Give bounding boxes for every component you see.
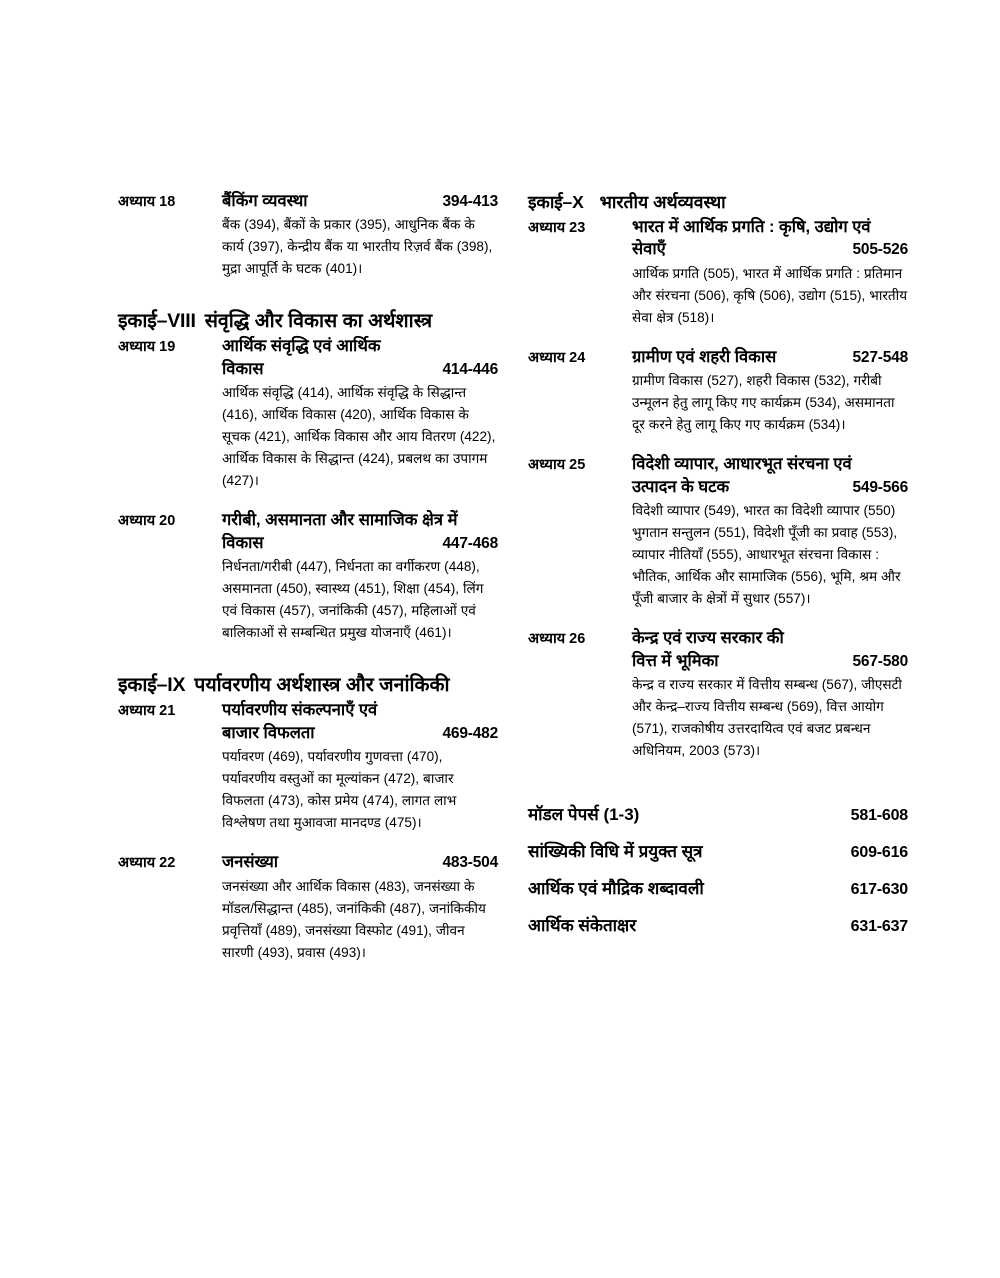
unit-label-8: इकाई–VIII (118, 310, 196, 333)
chapter-body-20 (222, 509, 498, 644)
appendix-title-0: मॉडल पेपर्स (1-3) (528, 805, 640, 825)
chapter-label-19: अध्याय 19 (118, 339, 176, 356)
chapter-title-19-line1: आर्थिक संवृद्धि एवं आर्थिक (222, 337, 381, 356)
chapter-pages-22: 483-504 (442, 854, 498, 872)
chapter-label-22: अध्याय 22 (118, 855, 176, 872)
chapter-description-26: केन्द्र व राज्य सरकार में वित्तीय सम्बन्ध (567), जीएसटी और केन्द्र–राज्य वित्तीय सम्बन्ध (569), वित्त आयोग (571), राजकोषीय उत्तरदायित्व एवं बजट प्रबन्धन अधिनियम, 2003 (573)। (632, 677, 902, 759)
chapter-title-row-20b (222, 532, 498, 554)
unit-heading-9 (118, 670, 498, 697)
chapter-title-row-21b (222, 722, 498, 744)
chapter-body-21 (222, 699, 498, 834)
appendix-pages-0: 581-608 (850, 807, 908, 825)
chapter-title-row-26a (632, 627, 908, 649)
chapter-description-18: बैंक (394), बैंकों के प्रकार (395), आधुनिक बैंक के कार्य (397), केन्द्रीय बैंक या भारतीय रिज़र्व बैंक (398), मुद्रा आपूर्ति के घटक (401)। (222, 217, 493, 277)
appendix-entry-glossary[interactable] (528, 876, 908, 899)
chapter-label-24: अध्याय 24 (528, 349, 586, 366)
chapter-pages-19: 414-446 (442, 360, 498, 378)
chapter-entry-19[interactable] (118, 335, 498, 492)
chapter-label-18: अध्याय 18 (118, 194, 176, 210)
chapter-pages-23: 505-526 (852, 241, 908, 259)
chapter-label-21: अध्याय 21 (118, 703, 176, 720)
chapter-title-22: जनसंख्या (222, 853, 279, 872)
chapter-body-26 (632, 627, 908, 762)
chapter-description-22: जनसंख्या और आर्थिक विकास (483), जनसंख्या के मॉडल/सिद्धान्त (485), जनांकिकी (487), जनांकिकीय प्रवृत्तियाँ (489), जनसंख्या विस्फोट (491), जीवन सारणी (493), प्रवास (493)। (222, 878, 486, 960)
chapter-entry-23[interactable] (528, 216, 908, 329)
chapter-pages-26: 567-580 (852, 652, 908, 670)
chapter-entry-22[interactable] (118, 851, 498, 964)
chapter-title-row-25a (632, 453, 908, 475)
chapter-label-23: अध्याय 23 (528, 220, 586, 236)
chapter-pages-20: 447-468 (442, 534, 498, 552)
chapter-body-22 (222, 851, 498, 964)
chapter-title-23-line2: सेवाएँ (632, 240, 666, 259)
chapter-body-23 (632, 216, 908, 329)
chapter-description-20: निर्धनता/गरीबी (447), निर्धनता का वर्गीकरण (448), असमानता (450), स्वास्थ्य (451), शिक्षा (454), लिंग एवं विकास (457), जनांकिकी (457), महिलाओं एवं बालिकाओं से सम्बन्धित प्रमुख योजनाएँ (461)। (222, 559, 484, 641)
chapter-title-26-line1: केन्द्र एवं राज्य सरकार की (632, 629, 784, 648)
toc-columns (118, 190, 908, 964)
chapter-title-row-26b (632, 650, 908, 672)
chapter-title-20-line2: विकास (222, 533, 264, 552)
chapter-pages-25: 549-566 (852, 478, 908, 496)
chapter-entry-21[interactable] (118, 699, 498, 834)
chapter-description-21: पर्यावरण (469), पर्यावरणीय गुणवत्ता (470), पर्यावरणीय वस्तुओं का मूल्यांकन (472), बाजार विफलता (473), कोस प्रमेय (474), लागत लाभ विश्लेषण तथा मुआवजा मानदण्ड (475)। (222, 749, 457, 831)
chapter-entry-24[interactable] (528, 346, 908, 436)
unit-title-9: पर्यावरणीय अर्थशास्त्र और जनांकिकी (194, 674, 450, 697)
chapter-label-26: अध्याय 26 (528, 631, 586, 648)
chapter-title-21-line1: पर्यावरणीय संकल्पनाएँ एवं (222, 701, 378, 720)
chapter-title-26-line2: वित्त में भूमिका (632, 651, 719, 670)
chapter-description-25: विदेशी व्यापार (549), भारत का विदेशी व्यापार (550) भुगतान सन्तुलन (551), विदेशी पूँजी का प्रवाह (553), व्यापार नीतियाँ (555), आधारभूत संरचना विकास : भौतिक, आर्थिक और सामाजिक (556), भूमि, श्रम और पूँजी बाजार के क्षेत्रों में सुधार (557)। (632, 503, 901, 607)
chapter-body-24 (632, 346, 908, 436)
unit-title-10: भारतीय अर्थव्यवस्था (599, 192, 726, 212)
chapter-title-row-21a (222, 699, 498, 721)
chapter-pages-24: 527-548 (852, 348, 908, 366)
chapter-title-row-25b (632, 476, 908, 498)
chapter-title-row-18 (222, 190, 498, 212)
appendix-title-1: सांख्यिकी विधि में प्रयुक्त सूत्र (528, 842, 703, 862)
chapter-title-21-line2: बाजार विफलता (222, 723, 315, 742)
chapter-description-23: आर्थिक प्रगति (505), भारत में आर्थिक प्रगति : प्रतिमान और संरचना (506), कृषि (506), उद्योग (515), भारतीय सेवा क्षेत्र (518)। (632, 265, 908, 325)
chapter-title-25-line2: उत्पादन के घटक (632, 477, 730, 496)
chapter-title-19-line2: विकास (222, 359, 264, 378)
appendix-entry-statistical-formulas[interactable] (528, 839, 908, 862)
chapter-title-25-line1: विदेशी व्यापार, आधारभूत संरचना एवं (632, 455, 852, 474)
chapter-body-18 (222, 190, 498, 280)
chapter-title-18: बैंकिंग व्यवस्था (222, 192, 308, 210)
chapter-title-24: ग्रामीण एवं शहरी विकास (632, 347, 777, 366)
appendix-pages-2: 617-630 (850, 881, 908, 899)
chapter-body-25 (632, 453, 908, 610)
chapter-description-24: ग्रामीण विकास (527), शहरी विकास (532), गरीबी उन्मूलन हेतु लागू किए गए कार्यक्रम (534), असमानता दूर करने हेतु लागू किए गए कार्यक्रम (534)। (632, 373, 895, 433)
chapter-title-20-line1: गरीबी, असमानता और सामाजिक क्षेत्र में (222, 511, 458, 530)
appendix-entry-abbreviations[interactable] (528, 913, 908, 936)
chapter-title-23-line1: भारत में आर्थिक प्रगति : कृषि, उद्योग एवं (632, 218, 871, 236)
chapter-entry-25[interactable] (528, 453, 908, 610)
chapter-entry-26[interactable] (528, 627, 908, 762)
toc-left-column (118, 190, 498, 964)
chapter-body-19 (222, 335, 498, 492)
appendix-pages-3: 631-637 (850, 918, 908, 936)
appendix-pages-1: 609-616 (850, 844, 908, 862)
chapter-title-row-23b (632, 238, 908, 260)
unit-label-10: इकाई–X (528, 192, 584, 212)
chapter-label-20: अध्याय 20 (118, 513, 176, 530)
chapter-title-row-22 (222, 851, 498, 873)
chapter-pages-18: 394-413 (442, 193, 498, 210)
unit-heading-10 (528, 190, 908, 214)
toc-right-column (528, 190, 908, 964)
unit-title-8: संवृद्धि और विकास का अर्थशास्त्र (204, 310, 433, 333)
appendix-entry-model-papers[interactable] (528, 802, 908, 825)
appendix-list (528, 802, 908, 936)
chapter-title-row-24 (632, 346, 908, 368)
chapter-title-row-19a (222, 335, 498, 357)
chapter-title-row-19b (222, 358, 498, 380)
chapter-entry-18[interactable] (118, 190, 498, 280)
chapter-entry-20[interactable] (118, 509, 498, 644)
appendix-title-3: आर्थिक संकेताक्षर (528, 916, 637, 936)
chapter-pages-21: 469-482 (442, 724, 498, 742)
chapter-label-25: अध्याय 25 (528, 457, 586, 474)
chapter-title-row-20a (222, 509, 498, 531)
unit-heading-8 (118, 306, 498, 333)
unit-label-9: इकाई–IX (118, 674, 186, 697)
appendix-title-2: आर्थिक एवं मौद्रिक शब्दावली (528, 879, 704, 899)
chapter-title-row-23a (632, 216, 908, 238)
chapter-description-19: आर्थिक संवृद्धि (414), आर्थिक संवृद्धि के सिद्धान्त (416), आर्थिक विकास (420), आर्थिक विकास के सूचक (421), आर्थिक विकास और आय वितरण (422), आर्थिक विकास के सिद्धान्त (424), प्रबलथ का उपागम (427)। (222, 385, 496, 489)
